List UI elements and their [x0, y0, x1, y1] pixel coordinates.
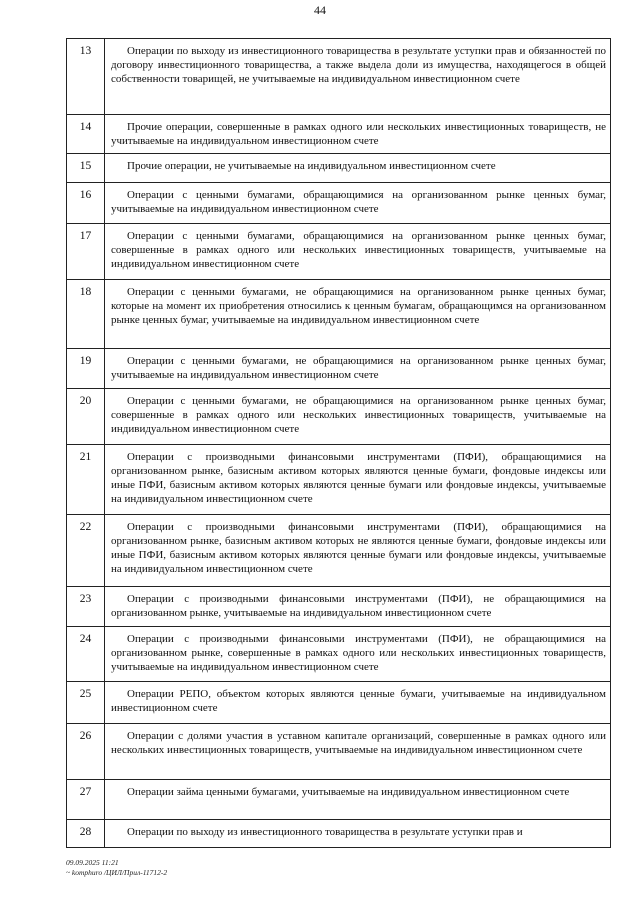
row-number: 21	[67, 445, 105, 515]
table-row	[67, 183, 611, 224]
row-number: 17	[67, 224, 105, 280]
row-number: 23	[67, 587, 105, 627]
footer-path: ~ komphuro /ЦИЛ/Прил-11712-2	[66, 868, 168, 877]
operations-table	[66, 38, 611, 848]
row-text: Операции с ценными бумагами, не обращающимися на организованном рынке ценных бумаг, учитываемые на индивидуальном инвестиционном счете	[105, 349, 611, 389]
row-number: 22	[67, 515, 105, 587]
row-text: Операции с ценными бумагами, не обращающимися на организованном рынке ценных бумаг, совершенные в рамках одного или нескольких инвестиционных товариществ, учитываемые на индивидуальном инвестиционном счете	[105, 389, 611, 445]
row-number: 15	[67, 154, 105, 183]
table-row	[67, 587, 611, 627]
table-row	[67, 445, 611, 515]
row-text: Операции с ценными бумагами, обращающимися на организованном рынке ценных бумаг, учитываемые на индивидуальном инвестиционном счете	[105, 183, 611, 224]
row-number: 13	[67, 39, 105, 115]
table-row	[67, 115, 611, 154]
row-number: 28	[67, 820, 105, 848]
row-number: 16	[67, 183, 105, 224]
row-text: Операции с производными финансовыми инструментами (ПФИ), обращающимися на организованном рынке, базисным активом которых не являются ценные бумаги, фондовые индексы или иные ПФИ, базисным активом которых являются ценные бумаги или фондовые индексы, учитываемые на индивидуальном инвестиционном счете	[105, 515, 611, 587]
row-text: Операции с долями участия в уставном капитале организаций, совершенные в рамках одного или нескольких инвестиционных товариществ, учитываемые на индивидуальном инвестиционном счете	[105, 724, 611, 780]
row-text: Операции с производными финансовыми инструментами (ПФИ), обращающимися на организованном рынке, базисным активом которых являются ценные бумаги, фондовые индексы или иные ПФИ, базисным активом которых являются ценные бумаги или фондовые индексы, учитываемые на индивидуальном инвестиционном счете	[105, 445, 611, 515]
row-text: Операции с ценными бумагами, не обращающимися на организованном рынке ценных бумаг, которые на момент их приобретения относились к ценным бумагам, обращающимся на организованном рынке ценных бумаг, учитываемые на индивидуальном инвестиционном счете	[105, 280, 611, 349]
row-text: Прочие операции, совершенные в рамках одного или нескольких инвестиционных товариществ, не учитываемые на индивидуальном инвестиционном счете	[105, 115, 611, 154]
table-row	[67, 280, 611, 349]
footer-stamp	[66, 858, 167, 878]
row-number: 19	[67, 349, 105, 389]
table-row	[67, 224, 611, 280]
row-text: Операции займа ценными бумагами, учитываемые на индивидуальном инвестиционном счете	[105, 780, 611, 820]
row-text: Операции с ценными бумагами, обращающимися на организованном рынке ценных бумаг, совершенные в рамках одного или нескольких инвестиционных товариществ, учитываемые на индивидуальном инвестиционном счете	[105, 224, 611, 280]
table-row	[67, 154, 611, 183]
table-row	[67, 39, 611, 115]
table-row	[67, 724, 611, 780]
table-row	[67, 349, 611, 389]
row-number: 18	[67, 280, 105, 349]
row-text: Операции с производными финансовыми инструментами (ПФИ), не обращающимися на организованном рынке, учитываемые на индивидуальном инвестиционном счете	[105, 587, 611, 627]
table-row	[67, 682, 611, 724]
row-number: 14	[67, 115, 105, 154]
table-row	[67, 780, 611, 820]
row-number: 26	[67, 724, 105, 780]
row-number: 27	[67, 780, 105, 820]
table-row	[67, 515, 611, 587]
row-number: 24	[67, 627, 105, 682]
row-text: Операции с производными финансовыми инструментами (ПФИ), не обращающимися на организованном рынке, совершенные в рамках одного или нескольких инвестиционных товариществ, учитываемые на индивидуальном инвестиционном счете	[105, 627, 611, 682]
row-text: Операции по выходу из инвестиционного товарищества в результате уступки прав и обязанностей по договору инвестиционного товарищества, а также выдела доли из имущества, находящегося в общей собственности товарищей, не учитываемые на индивидуальном инвестиционном счете	[105, 39, 611, 115]
footer-date: 09.09.2025 11:21	[66, 858, 119, 867]
row-text: Операции РЕПО, объектом которых являются ценные бумаги, учитываемые на индивидуальном инвестиционном счете	[105, 682, 611, 724]
page-number: 44	[314, 3, 326, 17]
table-row	[67, 820, 611, 848]
table-row	[67, 389, 611, 445]
row-number: 25	[67, 682, 105, 724]
row-text: Операции по выходу из инвестиционного товарищества в результате уступки прав и	[105, 820, 611, 848]
row-text: Прочие операции, не учитываемые на индивидуальном инвестиционном счете	[105, 154, 611, 183]
row-number: 20	[67, 389, 105, 445]
table-row	[67, 627, 611, 682]
